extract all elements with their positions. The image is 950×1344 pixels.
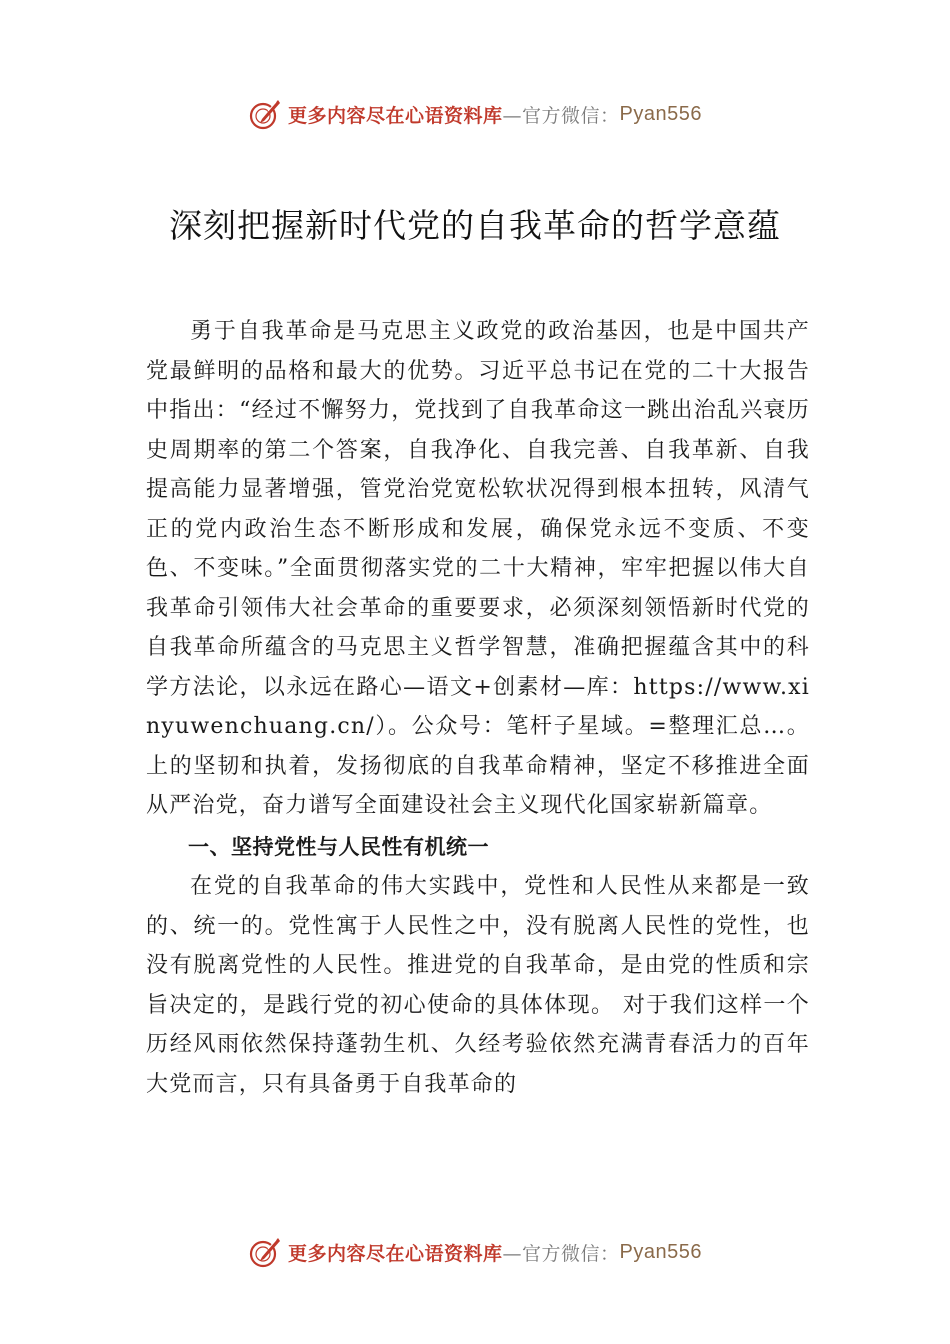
banner-separator-text: —官方微信： (502, 104, 620, 127)
document-title: 深刻把握新时代党的自我革命的哲学意蕴 (169, 206, 781, 245)
banner-wechat-id: Pyan556 (619, 102, 702, 125)
banner-main-text: 更多内容尽在心语资料库 (288, 104, 503, 127)
body-paragraph-1: 勇于自我革命是马克思主义政党的政治基因，也是中国共产党最鲜明的品格和最大的优势。习近平总书记在党的二十大报告中指出：“经过不懈努力，党找到了自我革命这一跳出治乱兴衰历史周期率的第二个答案，自我净化、自我完善、自我革新、自我提高能力显著增强，管党治党宽松软状况得到根本扭转，风清气正的党内政治生态不断形成和发展，确保党永远不变质、不变色、不变味。”全面贯彻落实党的二十大精神，牢牢把握以伟大自我革命引领伟大社会革命的重要要求，必须深刻领悟新时代党的自我革命所蕴含的马克思主义哲学智慧，准确把握蕴含其中的科学方法论，以永远在路心—语文+创素材—库：https://www.xinyuwenchuang.cn/）。公众号：笔杆子星域。=整理汇总…。上的坚韧和执着，发扬彻底的自我革命精神，坚定不移推进全面从严治党，奋力谱写全面建设社会主义现代化国家崭新篇章。 (146, 319, 810, 818)
banner-main-text: 更多内容尽在心语资料库 (288, 1242, 503, 1265)
header-watermark-banner (0, 94, 950, 134)
footer-watermark-banner (0, 1232, 950, 1272)
quill-pen-logo-icon (248, 1235, 282, 1269)
banner-separator-text: —官方微信： (502, 1242, 620, 1265)
body-paragraph-2: 在党的自我革命的伟大实践中，党性和人民性从来都是一致的、统一的。党性寓于人民性之中，没有脱离人民性的党性，也没有脱离党性的人民性。推进党的自我革命，是由党的性质和宗旨决定的，是践行党的初心使命的具体体现。 对于我们这样一个历经风雨依然保持蓬勃生机、久经考验依然充满青春活力的百年大党而言，只有具备勇于自我革命的 (146, 874, 810, 1097)
document-body (146, 312, 810, 1104)
section-heading-1: 一、坚持党性与人民性有机统一 (188, 834, 489, 859)
quill-pen-logo-icon (248, 97, 282, 131)
banner-wechat-id: Pyan556 (619, 1240, 702, 1263)
